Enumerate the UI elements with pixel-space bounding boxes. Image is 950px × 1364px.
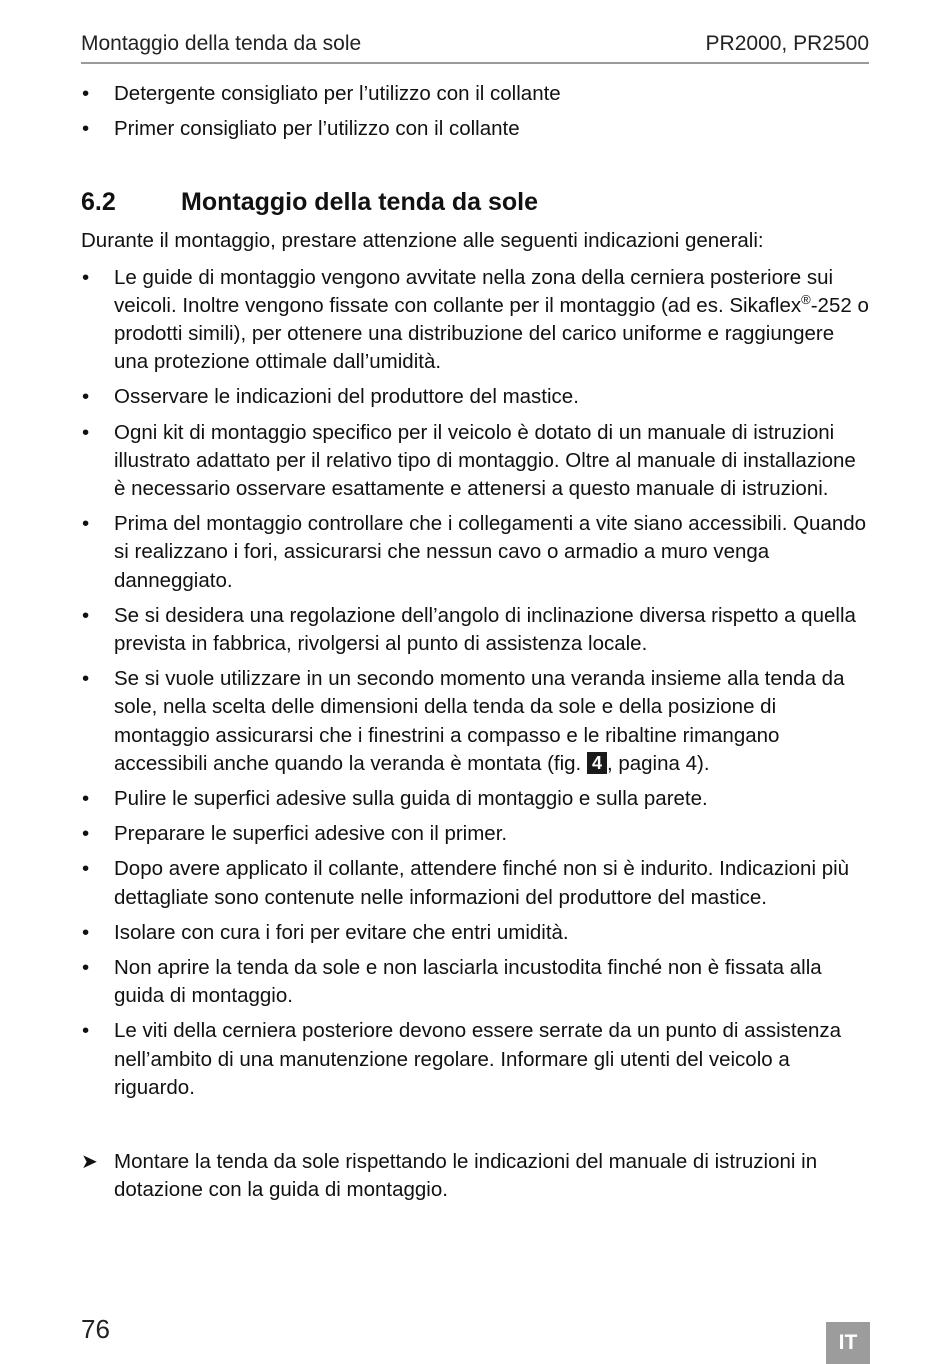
instruction-text: Montare la tenda da sole rispettando le indicazioni del manuale di istruzioni in dotazione con la guida di montaggio. — [114, 1150, 818, 1202]
page-content — [81, 80, 871, 1205]
bullet-icon: • — [82, 1019, 90, 1043]
list-item-text: Primer consigliato per l’utilizzo con il collante — [114, 117, 520, 141]
language-tab: IT — [826, 1322, 870, 1364]
list-item — [81, 419, 871, 504]
bullet-icon: • — [82, 265, 90, 289]
list-item — [81, 1017, 871, 1102]
action-instruction — [81, 1148, 871, 1204]
bullet-icon: • — [82, 512, 90, 536]
list-item-text: Ogni kit di montaggio specifico per il veicolo è dotato di un manuale di istruzioni illustrato adattato per il relativo tipo di montaggio. Oltre al manuale di installazione è necessario osservare esattamente e attenersi a questo manuale di istruzioni. — [114, 420, 856, 501]
bullet-icon: • — [82, 420, 90, 444]
section-title: Montaggio della tenda da sole — [181, 188, 538, 217]
bullet-icon: • — [82, 857, 90, 881]
list-item-text: Le viti della cerniera posteriore devono essere serrate da un punto di assistenza nell’ambito di una manutenzione regolare. Informare gli utenti del veicolo a riguardo. — [114, 1019, 842, 1099]
section-intro: Durante il montaggio, prestare attenzione alle seguenti indicazioni generali: — [81, 229, 764, 253]
list-item — [81, 383, 871, 411]
registered-mark: ® — [801, 291, 811, 307]
list-item — [81, 855, 871, 911]
materials-list — [81, 80, 871, 143]
list-item — [81, 602, 871, 658]
bullet-icon: • — [82, 117, 90, 141]
section-number: 6.2 — [81, 188, 116, 217]
section-heading — [81, 187, 871, 217]
list-item — [81, 80, 871, 108]
list-item-text: Dopo avere applicato il collante, attendere finché non si è indurito. Indicazioni più dettagliate sono contenute nelle informazioni del produttore del mastice. — [114, 857, 850, 909]
list-item-text: Detergente consigliato per l’utilizzo con il collante — [114, 82, 561, 105]
list-item — [81, 785, 871, 813]
page-number: 76 — [81, 1314, 110, 1344]
list-item-text: Isolare con cura i fori per evitare che entri umidità. — [114, 920, 569, 944]
header-model-names: PR2000, PR2500 — [705, 32, 869, 55]
bullet-icon: • — [82, 956, 90, 980]
bullet-icon: • — [82, 385, 90, 409]
list-item-text: Prima del montaggio controllare che i collegamenti a vite siano accessibili. Quando si realizzano i fori, assicurarsi che nessun cavo o armadio a muro venga danneggiato. — [114, 512, 867, 592]
list-item-text: Se si desidera una regolazione dell’angolo di inclinazione diversa rispetto a quella prevista in fabbrica, rivolgersi al punto di assistenza locale. — [114, 603, 856, 656]
arrow-right-icon: ➤ — [81, 1151, 98, 1174]
list-item — [81, 954, 871, 1010]
bullet-icon: • — [82, 920, 90, 944]
list-item-text: Non aprire la tenda da sole e non lasciarla incustodita finché non è fissata alla guida di montaggio. — [114, 956, 822, 1008]
list-item — [81, 264, 871, 377]
list-item — [81, 510, 871, 595]
figure-reference-badge[interactable]: 4 — [587, 752, 607, 774]
bullet-icon: • — [82, 822, 90, 846]
list-item — [81, 820, 871, 848]
bullet-icon: • — [82, 787, 90, 811]
list-item-text: Pulire le superfici adesive sulla guida di montaggio e sulla parete. — [114, 787, 708, 811]
list-item-text: -252 o prodotti simili), per ottenere una distribuzione del carico uniforme e raggiungere una protezione ottimale dall’umidità. — [114, 293, 869, 374]
list-item-text: Preparare le superfici adesive con il primer. — [114, 822, 508, 846]
bullet-icon: • — [82, 667, 90, 691]
bullet-icon: • — [82, 82, 90, 105]
page-header — [81, 30, 869, 64]
list-item — [81, 665, 871, 778]
instructions-list — [81, 264, 871, 1102]
list-item — [81, 115, 871, 143]
list-item — [81, 919, 871, 947]
list-item-text: , pagina 4). — [606, 751, 710, 775]
list-item-text: Le guide di montaggio vengono avvitate nella zona della cerniera posteriore sui veicoli. Inoltre vengono fissate con collante per il montaggio (ad es. Sikaflex — [114, 265, 834, 317]
list-item-text: Se si vuole utilizzare in un secondo momento una veranda insieme alla tenda da sole, nella scelta delle dimensioni della tenda da sole e della posizione di montaggio assicurarsi che i finestrini a compasso e le ribaltine rimangano accessibili anche quando la veranda è montata (fig. — [114, 667, 845, 775]
header-chapter-title: Montaggio della tenda da sole — [81, 32, 362, 55]
bullet-icon: • — [82, 603, 90, 627]
list-item-text: Osservare le indicazioni del produttore del mastice. — [114, 385, 579, 409]
